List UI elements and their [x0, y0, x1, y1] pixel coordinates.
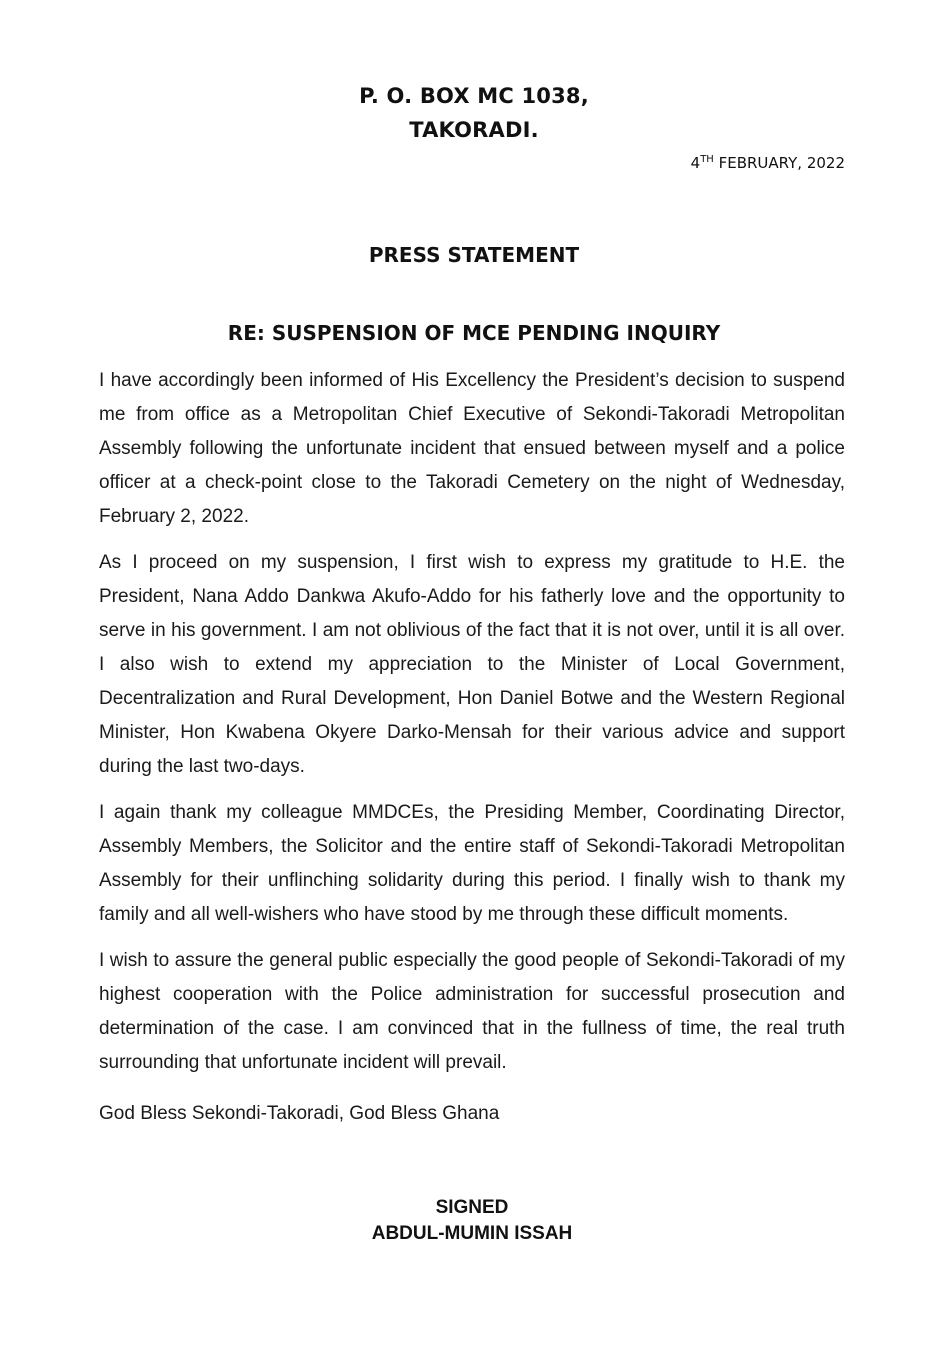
subject-line: RE: SUSPENSION OF MCE PENDING INQUIRY: [227, 321, 721, 345]
address-line-2: TAKORADI.: [409, 118, 539, 142]
closing-line: God Bless Sekondi-Takoradi, God Bless Ghana: [99, 1103, 500, 1124]
date-day: 4: [690, 154, 701, 172]
date-suffix: TH: [700, 154, 714, 165]
paragraph-3: I again thank my colleague MMDCEs, the Presiding Member, Coordinating Director, Assembly Members, the Solicitor and the entire staff of Sekondi-Takoradi Metropolitan Assembly for their unflinching solidarity during this period. I finally wish to thank my family and all well-wishers who have stood by me through these difficult moments.: [99, 802, 845, 925]
address-line-1: P. O. BOX MC 1038,: [359, 84, 589, 108]
signed-label: SIGNED: [435, 1197, 509, 1218]
statement-body: [99, 364, 845, 1092]
paragraph-4: I wish to assure the general public especially the good people of Sekondi-Takoradi of my highest cooperation with the Police administration for successful prosecution and determination of the case. I am convinced that in the fullness of time, the real truth surrounding that unfortunate incident will prevail.: [99, 950, 845, 1073]
date-rest: FEBRUARY, 2022: [713, 154, 845, 172]
document-title: PRESS STATEMENT: [368, 243, 580, 267]
paragraph-2: As I proceed on my suspension, I first wish to express my gratitude to H.E. the President, Nana Addo Dankwa Akufo-Addo for his fatherly love and the opportunity to serve in his government. I am not oblivious of the fact that it is not over, until it is all over. I also wish to extend my appreciation to the Minister of Local Government, Decentralization and Rural Development, Hon Daniel Botwe and the Western Regional Minister, Hon Kwabena Okyere Darko-Mensah for their various advice and support during the last two-days.: [99, 552, 845, 777]
paragraph-1: I have accordingly been informed of His Excellency the President’s decision to suspend me from office as a Metropolitan Chief Executive of Sekondi-Takoradi Metropolitan Assembly following the unfortunate incident that ensued between myself and a police officer at a check-point close to the Takoradi Cemetery on the night of Wednesday, February 2, 2022.: [99, 370, 845, 527]
signatory-name: ABDUL-MUMIN ISSAH: [371, 1223, 573, 1244]
letter-date: [691, 154, 845, 172]
